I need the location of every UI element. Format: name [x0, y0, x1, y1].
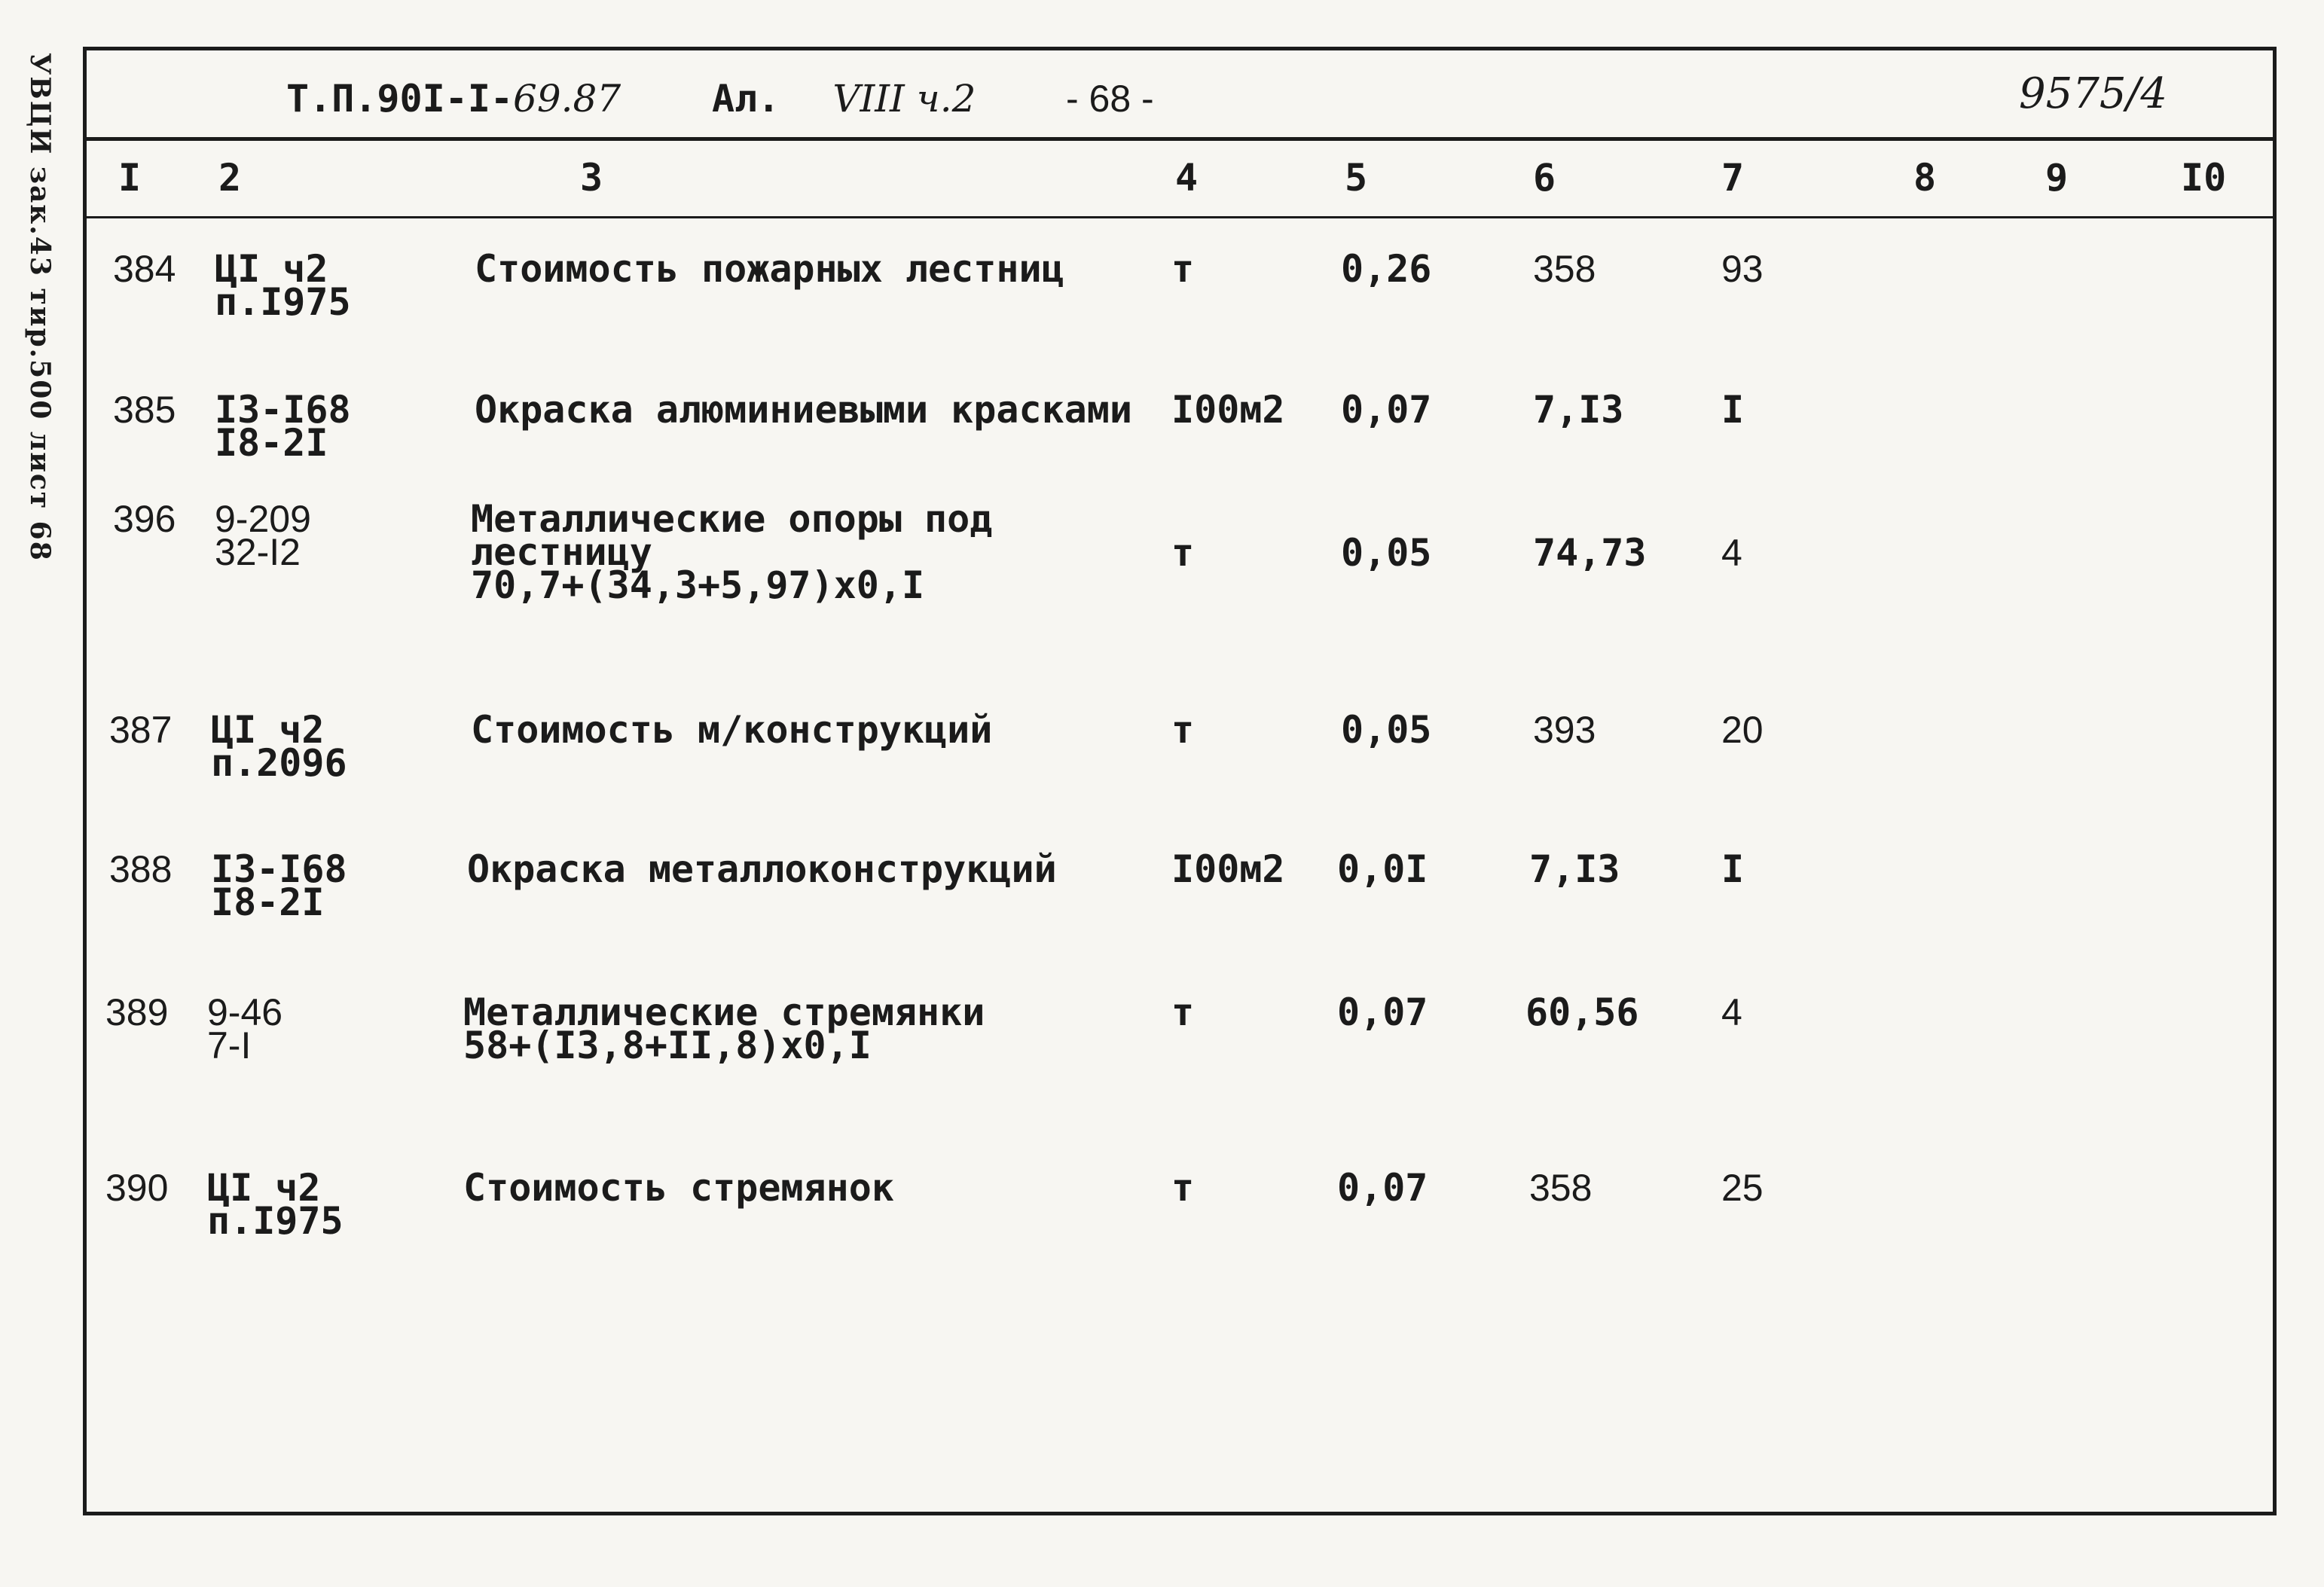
work-description — [467, 847, 1057, 891]
quantity: 0,07 — [1337, 1166, 1428, 1210]
row-number: 384 — [113, 248, 176, 290]
unit: т — [1171, 247, 1195, 291]
unit-price: 7,I3 — [1529, 847, 1620, 891]
work-description — [471, 708, 993, 752]
rate-code-line: ЦI ч2 — [211, 708, 325, 752]
total-cost: 20 — [1721, 709, 1764, 751]
rate-code-line: 32-I2 — [215, 531, 301, 573]
description-line: лестницу — [471, 530, 652, 574]
work-description — [475, 247, 1064, 291]
unit: т — [1171, 531, 1195, 575]
rate-code-line: ЦI ч2 — [207, 1166, 321, 1210]
unit-price: 393 — [1533, 709, 1596, 751]
doc-hand-number: 69.87 — [513, 77, 621, 121]
rate-code-line: I8-2I — [211, 880, 325, 924]
description-line: 70,7+(34,3+5,97)x0,I — [471, 563, 925, 607]
rate-code-line: 9-46 — [207, 991, 283, 1033]
doc-prefix: Т.П.90I-I- — [286, 77, 514, 121]
rate-code-line: I8-2I — [215, 421, 328, 465]
description-line: Окраска алюминиевыми красками — [475, 388, 1132, 432]
unit: т — [1171, 990, 1195, 1034]
col-head-1: I — [118, 156, 142, 200]
quantity: 0,0I — [1337, 847, 1428, 891]
total-cost: 4 — [1721, 532, 1742, 574]
unit: т — [1171, 1166, 1195, 1210]
order-number: 9575/4 — [2019, 69, 2168, 118]
description-line: Стоимость стремянок — [463, 1166, 894, 1210]
unit: I00м2 — [1171, 388, 1285, 432]
page-number: - 68 - — [1066, 78, 1154, 120]
work-description — [475, 388, 1132, 432]
col-head-9: 9 — [2045, 156, 2069, 200]
description-line: Стоимость пожарных лестниц — [475, 247, 1064, 291]
row-number: 385 — [113, 389, 176, 431]
row-number: 396 — [113, 498, 176, 540]
rate-code — [207, 991, 283, 1067]
rate-code-line: п.2096 — [211, 741, 347, 785]
description-line: Окраска металлоконструкций — [467, 847, 1057, 891]
album-label: Ал. — [712, 77, 780, 121]
rate-code — [215, 498, 311, 573]
rate-code-line: п.I975 — [215, 280, 351, 324]
description-line: Металлические стремянки — [463, 990, 985, 1034]
side-stamp-text: УВЦИ зак.43 тир.500 лист 68 — [24, 53, 56, 562]
album-hand-number: VIII ч.2 — [832, 77, 976, 121]
total-cost: 25 — [1721, 1167, 1764, 1209]
column-header-divider — [87, 216, 2273, 218]
doc-designation — [286, 77, 621, 121]
unit-price: 7,I3 — [1533, 388, 1624, 432]
rate-code — [207, 1166, 344, 1243]
rate-code-line: I3-I68 — [211, 847, 347, 891]
col-head-7: 7 — [1721, 156, 1745, 200]
rate-code-line: I3-I68 — [215, 388, 351, 432]
description-line: Металлические опоры под — [471, 497, 993, 541]
quantity: 0,26 — [1341, 247, 1432, 291]
rate-code-line: 7-I — [207, 1024, 252, 1067]
estimate-sheet — [83, 47, 2277, 1515]
col-head-10: I0 — [2181, 156, 2227, 200]
total-cost: 93 — [1721, 248, 1764, 290]
album-ref — [712, 77, 976, 121]
quantity: 0,07 — [1337, 990, 1428, 1034]
unit: I00м2 — [1171, 847, 1285, 891]
rate-code-line: 9-209 — [215, 498, 311, 540]
unit-price: 358 — [1529, 1167, 1593, 1209]
work-description — [463, 990, 985, 1067]
quantity: 0,05 — [1341, 531, 1432, 575]
row-number: 389 — [105, 991, 169, 1033]
rate-code — [215, 388, 351, 465]
description-line: 58+(I3,8+II,8)x0,I — [463, 1024, 872, 1067]
total-cost: I — [1721, 388, 1745, 432]
col-head-8: 8 — [1913, 156, 1937, 200]
col-head-4: 4 — [1175, 156, 1199, 200]
rate-code-line: ЦI ч2 — [215, 247, 328, 291]
quantity: 0,07 — [1341, 388, 1432, 432]
unit-price: 74,73 — [1533, 531, 1647, 575]
rate-code — [211, 708, 347, 785]
unit-price: 60,56 — [1525, 990, 1639, 1034]
header-divider — [87, 137, 2273, 141]
rate-code — [215, 247, 351, 324]
side-print-stamp — [14, 53, 66, 562]
description-line: Стоимость м/конструкций — [471, 708, 993, 752]
total-cost: 4 — [1721, 991, 1742, 1033]
col-head-3: 3 — [580, 156, 603, 200]
work-description — [463, 1166, 894, 1210]
quantity: 0,05 — [1341, 708, 1432, 752]
unit-price: 358 — [1533, 248, 1596, 290]
total-cost: I — [1721, 847, 1745, 891]
col-head-2: 2 — [218, 156, 242, 200]
row-number: 390 — [105, 1167, 169, 1209]
work-description — [471, 497, 993, 607]
col-head-5: 5 — [1345, 156, 1368, 200]
rate-code-line: п.I975 — [207, 1199, 344, 1243]
row-number: 387 — [109, 709, 173, 751]
row-number: 388 — [109, 848, 173, 890]
rate-code — [211, 847, 347, 924]
unit: т — [1171, 708, 1195, 752]
col-head-6: 6 — [1533, 156, 1556, 200]
